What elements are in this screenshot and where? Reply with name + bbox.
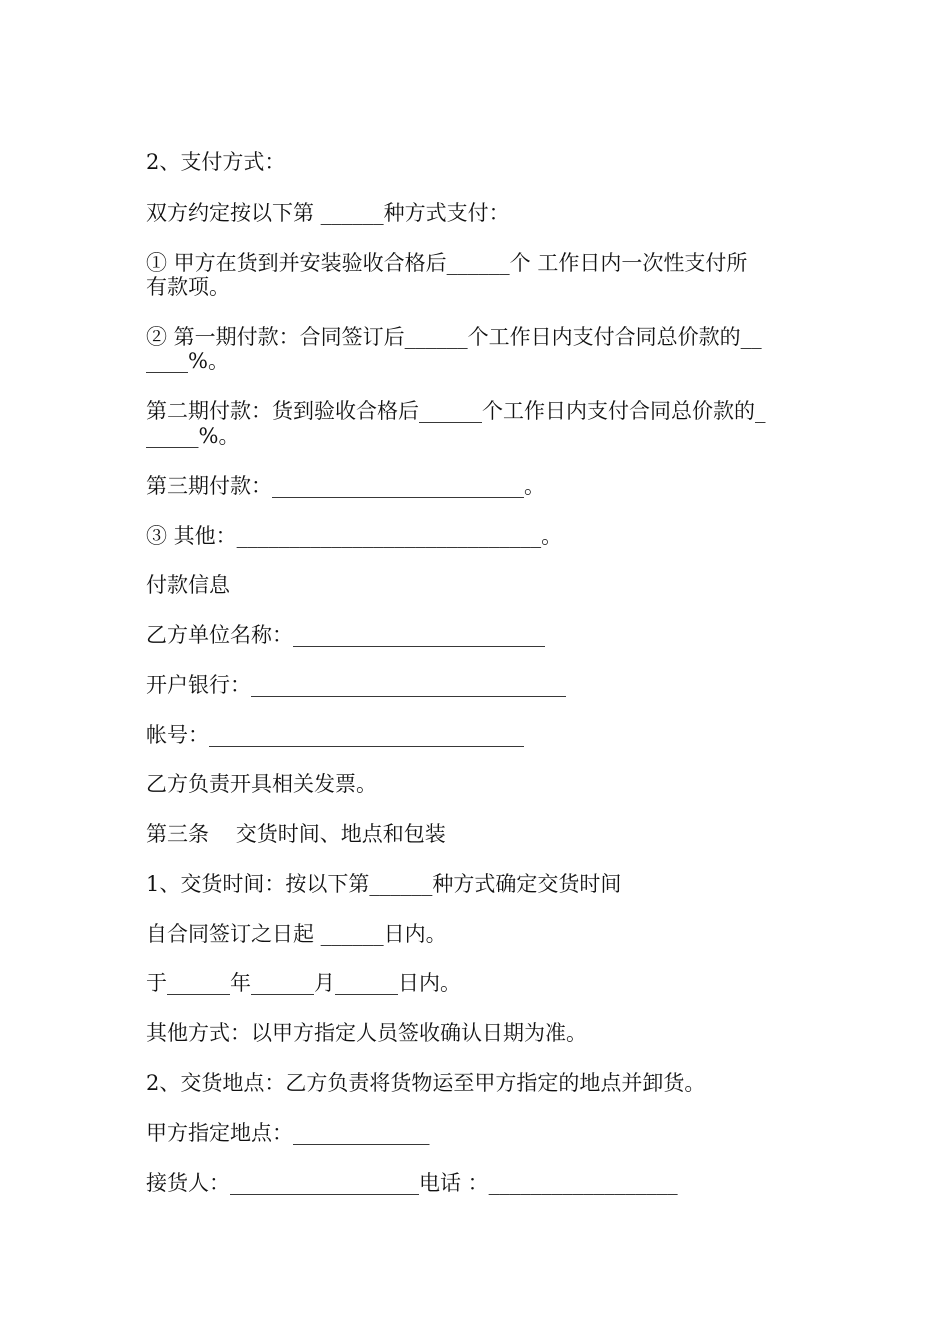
- payment-method-heading: 2、支付方式：: [146, 150, 286, 174]
- second-installment-line1: 第二期付款：货到验收合格后______个工作日内支付合同总价款的_: [146, 399, 766, 423]
- bank-name: 开户银行：______________________________: [146, 673, 566, 697]
- delivery-time-option-other: 其他方式：以甲方指定人员签收确认日期为准。: [146, 1021, 587, 1045]
- payee-company-name: 乙方单位名称：________________________: [146, 623, 545, 647]
- delivery-time-option-days: 自合同签订之日起 ______日内。: [146, 922, 447, 946]
- payment-option-choice: 双方约定按以下第 ______种方式支付：: [146, 201, 510, 225]
- payment-option-other: ③ 其他：_____________________________。: [146, 524, 563, 548]
- first-installment-line2: ____%。: [146, 349, 229, 373]
- delivery-location-heading: 2、交货地点：乙方负责将货物运至甲方指定的地点并卸货。: [146, 1071, 706, 1095]
- payment-option-1-line2: 有款项。: [146, 275, 230, 299]
- invoice-note: 乙方负责开具相关发票。: [146, 772, 377, 796]
- delivery-time-heading: 1、交货时间：按以下第______种方式确定交货时间: [146, 872, 622, 896]
- receiver-and-phone: 接货人：__________________电话 ：__________________: [146, 1171, 678, 1195]
- article-three-heading: 第三条 交货时间、地点和包装: [146, 822, 446, 846]
- second-installment-line2: _____%。: [146, 424, 240, 448]
- delivery-time-option-date: 于______年______月______日内。: [146, 971, 461, 995]
- account-number: 帐号：______________________________: [146, 723, 524, 747]
- payment-info-heading: 付款信息: [146, 573, 230, 597]
- third-installment: 第三期付款：________________________。: [146, 474, 545, 498]
- designated-location: 甲方指定地点：_____________: [146, 1121, 430, 1145]
- first-installment-line1: ② 第一期付款：合同签订后______个工作日内支付合同总价款的__: [146, 325, 762, 349]
- payment-option-1-line1: ① 甲方在货到并安装验收合格后______个 工作日内一次性支付所: [146, 251, 748, 275]
